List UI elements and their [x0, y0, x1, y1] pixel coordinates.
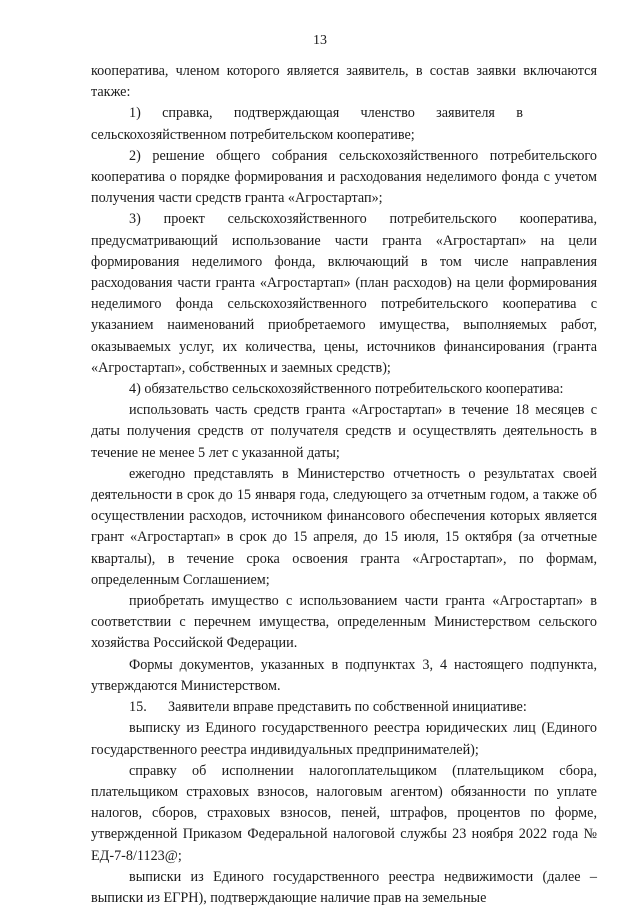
paragraph-item-3: 3) проект сельскохозяйственного потребительского кооператива, предусматривающий использование части гранта «Агростартап» на цели формирования неделимого фонда, включающий в том числе направления расходования части гранта «Агростартап» (план расходов) на цели формирования неделимого фонда сельскохозяйственного потребительского кооператива с указанием наименований приобретаемого имущества, выполняемых работ, оказываемых услуг, их количества, цены, источников финансирования (гранта «Агростартап», собственных и заемных средств);: [91, 211, 597, 376]
paragraph-egrn-extract: выписки из Единого государственного реестра недвижимости (далее – выписки из ЕГРН), подтверждающие наличие прав на земельные: [91, 868, 597, 906]
paragraph-obligation-reporting: ежегодно представлять в Министерство отчетность о результатах своей деятельности в срок до 15 января года, следующего за отчетным годом, а также об осуществлении расходов, источником финансового обеспечения которых является грант «Агростартап» в срок до 15 апреля, до 15 июля, 15 октября (за отчетные кварталы), в течение срока освоения гранта «Агростартап», по формам, определенным Соглашением;: [91, 465, 597, 588]
paragraph-tax-certificate: справку об исполнении налогоплательщиком (плательщиком сбора, плательщиком страховых взносов, налоговым агентом) обязанности по уплате налогов, сборов, страховых взносов, пеней, штрафов, процентов по форме, утвержденной Приказом Федеральной налоговой службы 23 ноября 2022 года № ЕД-7-8/1123@;: [91, 762, 597, 864]
paragraph-item-2: 2) решение общего собрания сельскохозяйственного потребительского кооператива о порядке формирования и расходования неделимого фонда с учетом получения части средств гранта «Агростартап»;: [91, 147, 597, 207]
paragraph-egrul-extract: выписку из Единого государственного реестра юридических лиц (Единого государственного реестра индивидуальных предпринимателей);: [91, 720, 597, 758]
paragraph-item-4: 4) обязательство сельскохозяйственного потребительского кооператива:: [129, 381, 564, 398]
paragraph-section-15: 15. Заявители вправе представить по собственной инициативе:: [129, 699, 527, 716]
paragraph-obligation-use-funds: использовать часть средств гранта «Агростартап» в течение 18 месяцев с даты получения средств от получателя средств и осуществлять деятельность в течение не менее 5 лет с указанной даты;: [91, 402, 597, 461]
paragraph-forms-approval: Формы документов, указанных в подпунктах 3, 4 настоящего подпункта, утверждаются Министерством.: [91, 656, 597, 694]
paragraph-continuation: кооператива, членом которого является заявитель, в состав заявки включаются также:: [91, 63, 597, 101]
document-body: [91, 61, 597, 909]
paragraph-item-1: 1) справка, подтверждающая членство заявителя в сельскохозяйственном потребительском кооперативе;: [91, 105, 523, 143]
paragraph-obligation-property: приобретать имущество с использованием части гранта «Агростартап» в соответствии с перечнем имущества, определенным Министерством сельского хозяйства Российской Федерации.: [91, 593, 597, 652]
page-number: 13: [313, 33, 327, 48]
